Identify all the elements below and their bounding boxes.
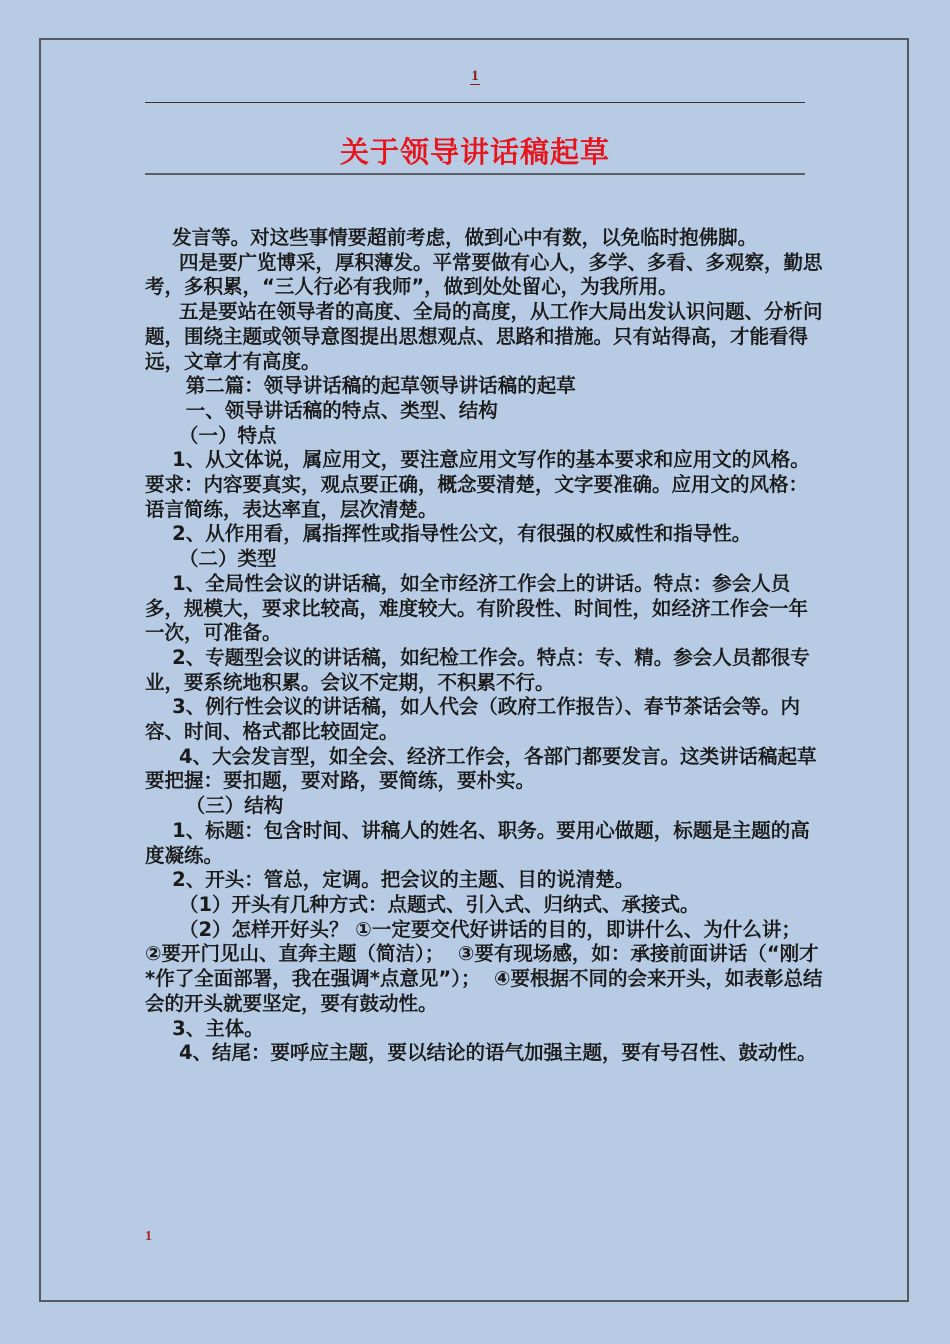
paragraph: 2、专题型会议的讲话稿，如纪检工作会。特点：专、精。参会人员都很专业，要系统地积累。会议不定期，不积累不行。 <box>145 645 810 694</box>
paragraph: 一、领导讲话稿的特点、类型、结构 <box>145 398 498 422</box>
paragraph: 4、结尾：要呼应主题，要以结论的语气加强主题，要有号召性、鼓动性。 <box>145 1041 817 1065</box>
paragraph: 2、开头：管总，定调。把会议的主题、目的说清楚。 <box>145 868 635 892</box>
paragraph: 1、从文体说，属应用文，要注意应用文写作的基本要求和应用文的风格。要求：内容要真实，观点要正确，概念要清楚，文字要准确。应用文的风格：语言简练，表达率直，层次清楚。 <box>145 448 810 521</box>
paragraph: 1、标题：包含时间、讲稿人的姓名、职务。要用心做题，标题是主题的高度凝练。 <box>145 818 810 867</box>
paragraph: （二）类型 <box>145 547 277 571</box>
footer-page-number: 1 <box>145 1229 152 1244</box>
paragraph: 4、大会发言型，如全会、经济工作会，各部门都要发言。这类讲话稿起草要把握：要扣题，要对路，要简练，要朴实。 <box>145 744 817 793</box>
paragraph: （一）特点 <box>145 423 277 447</box>
paragraph: （1）开头有几种方式：点题式、引入式、归纳式、承接式。 <box>145 892 700 916</box>
paragraph: 1、全局性会议的讲话稿，如全市经济工作会上的讲话。特点：参会人员多，规模大，要求比较高，难度较大。有阶段性、时间性，如经济工作会一年一次，可准备。 <box>145 571 809 645</box>
document-title: 关于领导讲话稿起草 <box>339 135 610 169</box>
paragraph: （三）结构 <box>145 794 284 818</box>
paragraph: 五是要站在领导者的高度、全局的高度，从工作大局出发认识问题、分析问题，围绕主题或领导意图提出思想观点、思路和措施。只有站得高，才能看得远，文章才有高度。 <box>145 300 823 373</box>
document-body <box>145 226 825 1066</box>
header-rule <box>145 102 805 103</box>
paragraph: 2、从作用看，属指挥性或指导性公文，有很强的权威性和指导性。 <box>145 522 752 546</box>
paragraph: 3、例行性会议的讲话稿，如人代会（政府工作报告）、春节茶话会等。内容、时间、格式都比较固定。 <box>145 695 800 744</box>
paragraph: 3、主体。 <box>145 1016 264 1040</box>
header-page-number: 1 <box>471 68 479 84</box>
paragraph: 四是要广览博采，厚积薄发。平常要做有心人，多学、多看、多观察，勤思考，多积累，“三人行必有我师”，做到处处留心，为我所用。 <box>145 250 823 299</box>
paragraph: 第二篇：领导讲话稿的起草领导讲话稿的起草 <box>145 374 576 398</box>
title-rule <box>145 173 805 175</box>
paragraph: 发言等。对这些事情要超前考虑，做到心中有数，以免临时抱佛脚。 <box>145 226 758 249</box>
paragraph: （2）怎样开好头？ ①一定要交代好讲话的目的，即讲什么、为什么讲； ②要开门见山、直奔主题（简洁）； ③要有现场感，如：承接前面讲话（“刚才*作了全面部署，我在强调*点意见”）； ④要根据不同的会来开头，如表彰总结会的开头就要坚定，要有鼓动性。 <box>145 917 823 1015</box>
